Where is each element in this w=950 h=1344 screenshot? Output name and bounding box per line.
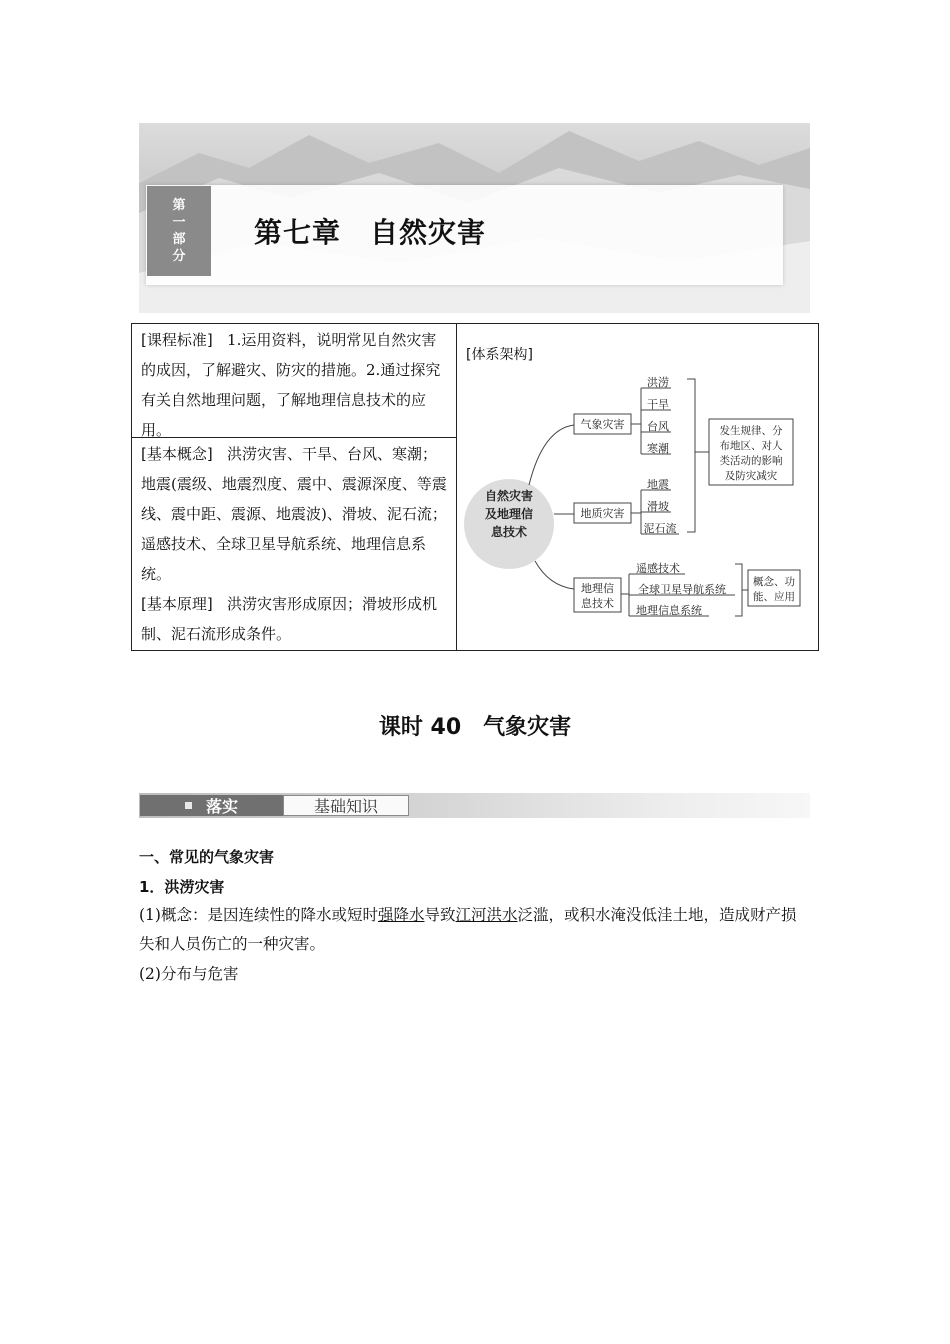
svg-text:布地区、对人: 布地区、对人	[719, 440, 783, 452]
basic-concept-cell	[132, 439, 456, 649]
basic-principle-text: 洪涝灾害形成原因；滑坡形成机制、泥石流形成条件。	[141, 595, 438, 643]
mindmap-connector	[535, 561, 574, 589]
framework-column	[457, 324, 818, 650]
mindmap-leaf: 地震	[647, 478, 669, 491]
course-standard-cell	[132, 325, 456, 438]
keyword-underlined: 江河洪水	[455, 906, 518, 924]
framework-header: [体系架构]	[466, 347, 533, 363]
mindmap-leaf: 台风	[647, 420, 669, 433]
course-standard-text: 1.运用资料，说明常见自然灾害的成因，了解避灾、防灾的措施。2.通过探究有关自然地理问题，了解地理信息技术的应用。	[141, 331, 441, 439]
concept-paragraph: (1)概念：是因连续性的降水或短时强降水导致江河洪水泛滥，或积水淹没低洼土地，造成财产损失和人员伤亡的一种灾害。	[139, 906, 797, 953]
mindmap-leaf: 洪涝	[647, 376, 669, 389]
keyword-underlined: 强降水	[377, 906, 425, 924]
curriculum-left-column	[132, 324, 457, 650]
svg-text:类活动的影响: 类活动的影响	[719, 455, 783, 467]
mindmap-leaf: 地理信息系统	[636, 604, 702, 617]
subsection-heading: 1．洪涝灾害	[139, 878, 225, 896]
mindmap-center-label: 及地理信	[484, 507, 534, 521]
mindmap-leaf: 全球卫星导航系统	[638, 583, 726, 596]
basic-concept-label: [基本概念]	[141, 445, 213, 463]
svg-text:能、应用: 能、应用	[753, 591, 795, 603]
mindmap-center-label: 息技术	[490, 525, 528, 539]
chapter-banner	[139, 123, 810, 313]
framework-mindmap	[457, 324, 818, 650]
svg-text:地理信: 地理信	[581, 582, 614, 595]
mindmap-leaf: 泥石流	[643, 522, 677, 535]
basic-concept-text: 洪涝灾害、干旱、台风、寒潮；地震(震级、地震烈度、震中、震源深度、等震线、震中距、震源、地震波)、滑坡、泥石流；遥感技术、全球卫星导航系统、地理信息系统。	[141, 445, 447, 583]
section-heading: 一、常见的气象灾害	[139, 848, 275, 866]
mindmap-leaf: 干旱	[647, 398, 669, 411]
part-one-tag: 第 一 部 分	[147, 186, 211, 276]
svg-text:及防灾减灾: 及防灾减灾	[724, 470, 778, 482]
svg-text:气象灾害: 气象灾害	[580, 418, 625, 431]
mindmap-center-label: 自然灾害	[484, 489, 534, 503]
section-bar-primary: 落实	[140, 795, 283, 816]
mindmap-leaf: 遥感技术	[636, 562, 680, 575]
basic-principle-label: [基本原理]	[141, 595, 213, 613]
chapter-title: 第七章 自然灾害	[254, 216, 487, 249]
svg-text:概念、功: 概念、功	[753, 576, 795, 588]
section-bar-secondary: 基础知识	[283, 795, 409, 816]
mindmap-leaf: 寒潮	[647, 442, 669, 455]
distribution-paragraph: (2)分布与危害	[139, 965, 239, 983]
lesson-title: 课时 40 气象灾害	[378, 715, 572, 740]
square-bullet-icon	[185, 802, 192, 809]
course-standard-label: [课程标准]	[141, 331, 213, 349]
mindmap-leaf: 滑坡	[647, 500, 669, 513]
curriculum-table	[131, 323, 819, 651]
svg-text:发生规律、分: 发生规律、分	[719, 425, 783, 437]
mindmap-connector	[529, 425, 574, 485]
svg-text:地质灾害: 地质灾害	[580, 507, 625, 520]
svg-text:息技术: 息技术	[581, 597, 614, 610]
section-bar	[139, 793, 810, 818]
